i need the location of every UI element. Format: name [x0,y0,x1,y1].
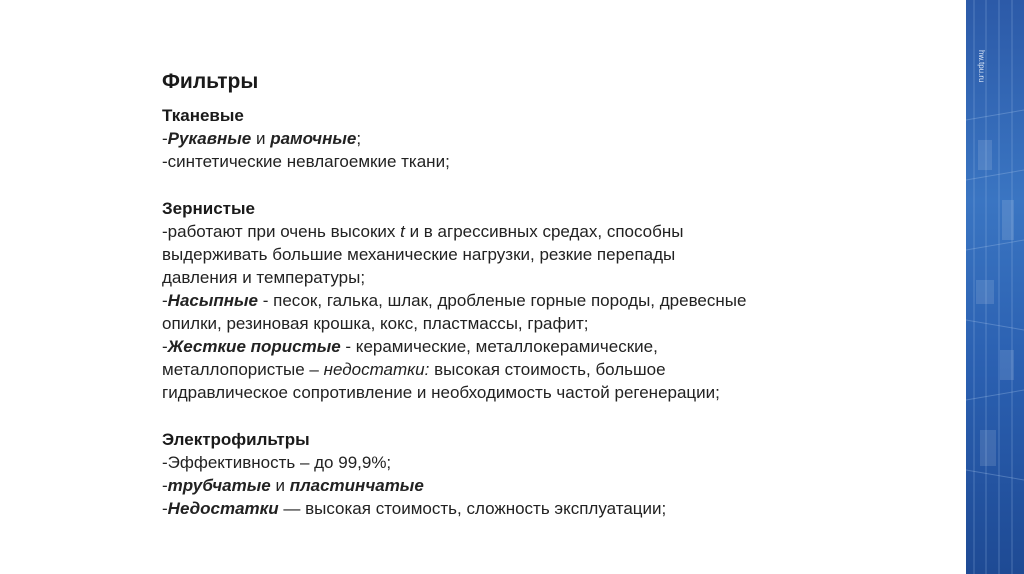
dash: - [162,476,168,495]
text: — высокая стоимость, сложность эксплуатации; [278,499,667,518]
section-heading-electro: Электрофильтры [162,430,310,449]
electro-line-2 [162,474,952,497]
granular-line-8: гидравлическое сопротивление и необходимость частой регенерации; [162,383,720,402]
text: - песок, галька, шлак, дробленые горные породы, древесные [258,291,747,310]
fabric-line-2: -синтетические невлагоемкие ткани; [162,152,450,171]
term-frame: рамочные [270,129,357,148]
term-drawbacks: недостатки: [323,360,430,379]
dash: - [162,499,168,518]
dash: - [162,337,168,356]
electro-line-3 [162,497,952,520]
granular-line-2: выдерживать большие механические нагрузки, резкие перепады [162,245,676,264]
term-tubular: трубчатые [167,476,271,495]
dash: - [162,291,168,310]
section-heading-granular: Зернистые [162,199,255,218]
watermark-url: hw.tpu.ru [977,50,986,83]
text: -работают при очень высоких [162,222,401,241]
conjunction: и [270,476,290,495]
dash: - [162,129,168,148]
semicolon: ; [356,129,362,148]
text: - керамические, металлокерамические, [340,337,658,356]
section-fabric-filters [162,104,952,173]
granular-line-3: давления и температуры; [162,268,366,287]
text: высокая стоимость, большое [429,360,666,379]
building-texture-image [966,0,1024,574]
temperature-symbol: t [400,222,405,241]
granular-line-6 [162,335,952,358]
section-granular-filters [162,197,952,404]
section-electrostatic-filters [162,428,952,520]
granular-line-1 [162,220,952,243]
decorative-sidebar [966,0,1024,574]
electro-line-1: -Эффективность – до 99,9%; [162,453,392,472]
term-drawbacks: Недостатки [167,499,279,518]
conjunction: и [251,129,271,148]
granular-line-4 [162,289,952,312]
term-sleeve: Рукавные [167,129,252,148]
term-bulk: Насыпные [167,291,259,310]
term-rigid-porous: Жесткие пористые [167,337,341,356]
text: и в агрессивных средах, способны [404,222,684,241]
term-plate: пластинчатые [289,476,424,495]
fabric-line-1 [162,127,952,150]
slide-content [162,70,952,544]
slide-title: Фильтры [162,70,259,93]
granular-line-5: опилки, резиновая крошка, кокс, пластмассы, графит; [162,314,589,333]
text: металлопористые – [162,360,324,379]
section-heading-fabric: Тканевые [162,106,244,125]
granular-line-7 [162,358,952,381]
